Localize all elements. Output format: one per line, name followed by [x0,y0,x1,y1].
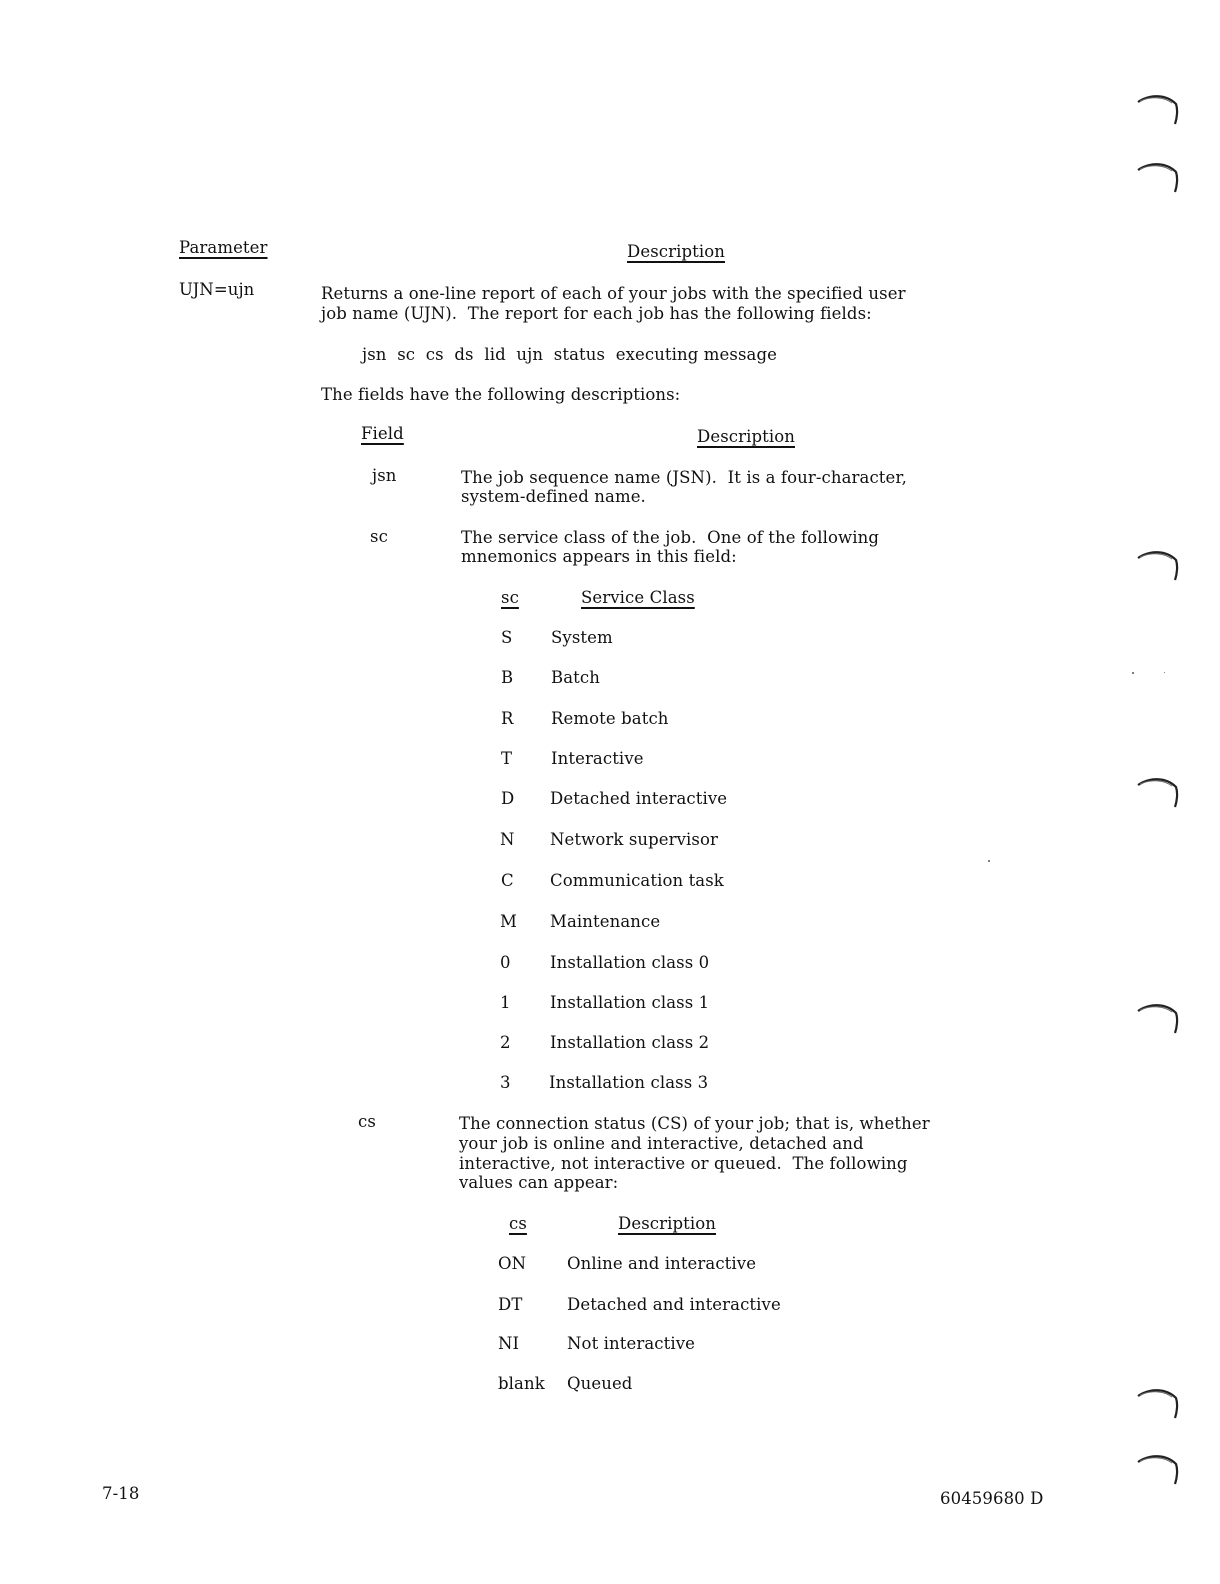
cs-desc: Detached and interactive [567,1295,781,1314]
cs-code: NI [498,1334,520,1353]
sc-code: D [501,789,515,808]
sc-code: S [501,628,513,647]
sc-code: C [501,871,514,890]
cs-code: DT [498,1295,523,1314]
field-jsn: jsn [372,466,397,485]
cs-description-column-header: Description [618,1214,716,1233]
sc-desc: Installation class 1 [550,993,710,1012]
sc-code: N [500,830,515,849]
binder-hole-mark [1136,775,1180,809]
parameter-column-header: Parameter [179,238,268,257]
field-sc: sc [370,527,388,546]
scan-speck [988,860,990,862]
document-number: 60459680 D [940,1489,1044,1508]
sc-code-column-header: sc [501,588,519,607]
sc-code: 3 [500,1073,511,1092]
sc-desc: Installation class 0 [550,953,710,972]
binder-hole-mark [1136,160,1180,194]
cs-code: ON [498,1254,527,1273]
sc-desc: Maintenance [550,912,661,931]
sc-code: 2 [500,1033,511,1052]
cs-description-line-3: interactive, not interactive or queued. The following [459,1154,908,1173]
cs-desc: Online and interactive [567,1254,757,1273]
binder-hole-mark [1136,92,1180,126]
field-description-column-header: Description [697,427,795,446]
cs-code-column-header: cs [509,1214,527,1233]
service-class-column-header: Service Class [581,588,695,607]
sc-code: 1 [500,993,511,1012]
cs-code: blank [498,1374,545,1393]
sc-desc: Installation class 2 [550,1033,710,1052]
ujn-description-line-1: Returns a one-line report of each of your jobs with the specified user [321,284,906,303]
sc-code: M [500,912,517,931]
sc-desc: Network supervisor [550,830,719,849]
cs-description-line-1: The connection status (CS) of your job; that is, whether [459,1114,930,1133]
sc-code: 0 [500,953,511,972]
binder-hole-mark [1136,1452,1180,1486]
sc-desc: Detached interactive [550,789,728,808]
cs-desc: Queued [567,1374,633,1393]
page-number: 7-18 [102,1484,140,1503]
sc-desc: Batch [551,668,600,687]
parameter-ujn: UJN=ujn [179,280,255,299]
description-column-header: Description [627,242,725,261]
field-cs: cs [358,1112,376,1131]
field-column-header: Field [361,424,404,443]
sc-code: B [501,668,514,687]
cs-desc: Not interactive [567,1334,696,1353]
binder-hole-mark [1136,1001,1180,1035]
report-fields-line: jsn sc cs ds lid ujn status executing message [362,345,777,364]
sc-code: T [501,749,513,768]
sc-desc: Interactive [551,749,644,768]
sc-desc: Remote batch [551,709,669,728]
sc-description-line-2: mnemonics appears in this field: [461,547,737,566]
sc-description-line-1: The service class of the job. One of the following [461,528,879,547]
sc-desc: Communication task [550,871,724,890]
sc-code: R [501,709,514,728]
ujn-description-line-2: job name (UJN). The report for each job has the following fields: [321,304,872,323]
sc-desc: Installation class 3 [549,1073,709,1092]
binder-hole-mark [1136,1386,1180,1420]
fields-intro: The fields have the following descriptions: [321,385,681,404]
binder-hole-mark [1136,548,1180,582]
cs-description-line-2: your job is online and interactive, detached and [459,1134,864,1153]
sc-desc: System [551,628,613,647]
jsn-description-line-1: The job sequence name (JSN). It is a four-character, [461,468,907,487]
scan-speck [1164,672,1165,673]
scan-speck [1132,672,1134,674]
jsn-description-line-2: system-defined name. [461,487,646,506]
cs-description-line-4: values can appear: [459,1173,619,1192]
